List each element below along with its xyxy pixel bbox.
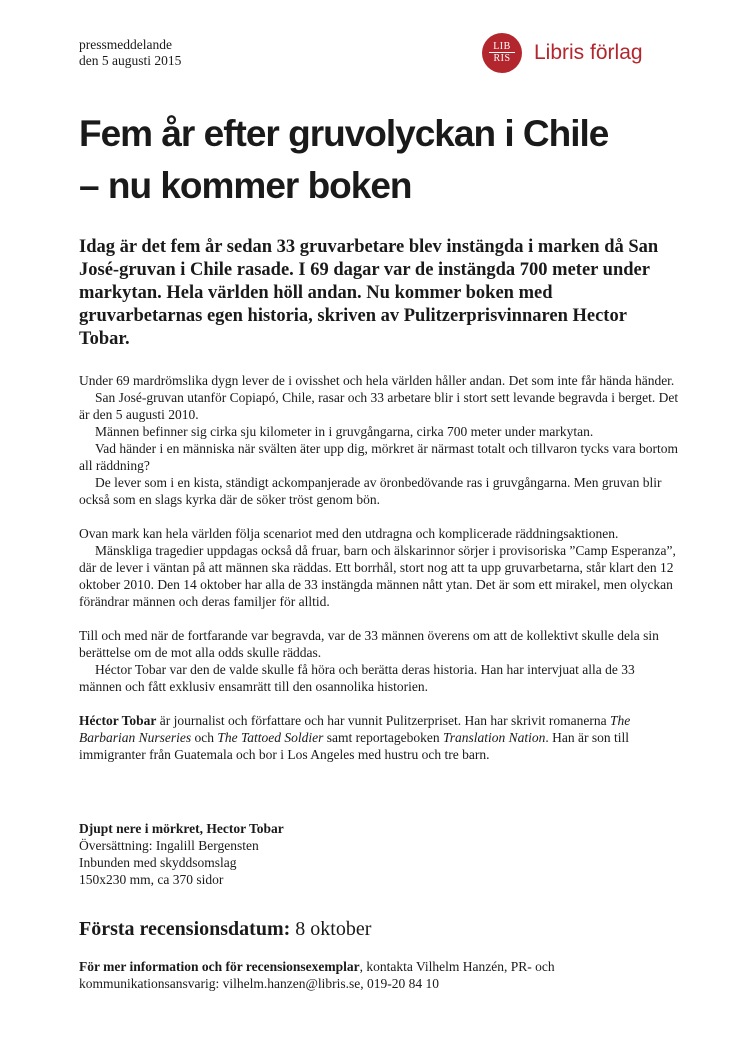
- author-bio-text: samt reportageboken: [323, 730, 443, 745]
- contact-text: , kontakta Vilhelm Hanzén, PR- och kommunikationsansvarig: vilhelm.hanzen@libris.se, 019-20 84 10: [79, 959, 555, 991]
- body-paragraph: Männen befinner sig cirka sju kilometer in i gruvgångarna, cirka 700 meter under markytan.: [95, 424, 594, 439]
- paragraph-gap: [79, 610, 679, 627]
- book-translation: Översättning: Ingalill Bergensten: [79, 838, 259, 853]
- body-paragraph: Mänskliga tragedier uppdagas också då fruar, barn och älskarinnor sörjer i provisoriska ”Camp Esperanza”, där de lever i väntan på att männen ska räddas. Ett borrhål, stort nog att ta upp gruvarbetarna, står klart den 12 oktober 2010. Den 14 oktober har alla de 33 instängda männen nått ytan. Det är som ett mirakel, men olyckan förändrar männen och deras familjer för alltid.: [79, 543, 676, 609]
- author-bio-text: . Han är son till immigranter från Guatemala och bor i Los Angeles med hustru och tre barn.: [79, 730, 630, 762]
- paragraph-gap: [79, 695, 679, 712]
- body-paragraph: Under 69 mardrömslika dygn lever de i ovisshet och hela världen håller andan. Det som inte får hända händer.: [79, 373, 675, 388]
- doc-type: pressmeddelande: [79, 37, 172, 52]
- author-name: Héctor Tobar: [79, 713, 157, 728]
- author-bio: [79, 712, 679, 763]
- author-bio-text: är journalist och författare och har vunnit Pulitzerpriset. Han har skrivit romanerna: [156, 713, 610, 728]
- book-title: Djupt nere i mörkret, Hector Tobar: [79, 821, 284, 836]
- body-paragraph: Till och med när de fortfarande var begravda, var de 33 männen överens om att de kollektivt skulle dela sin berättelse om de mot alla odds skulle räddas.: [79, 628, 659, 660]
- body-paragraph: Héctor Tobar var den de valde skulle få höra och berätta deras historia. Han har intervjuat alla de 33 männen och fått exklusiv ensamrätt till den osannolika historien.: [79, 662, 635, 694]
- contact-info: [79, 958, 679, 992]
- body-paragraph: Vad händer i en människa när svälten äter upp dig, mörkret är närmast totalt och tillvaron tycks vara bortom all räddning?: [79, 441, 678, 473]
- book-title-3: Translation Nation: [443, 730, 546, 745]
- book-title-1: The Barbarian Nurseries: [79, 713, 631, 745]
- paragraph-gap: [79, 508, 679, 525]
- lead-paragraph: Idag är det fem år sedan 33 gruvarbetare blev instängda i marken då San José-gruvan i Chile rasade. I 69 dagar var de instängda 700 meter under markytan. Hela världen höll andan. Nu kommer boken med gruvarbetarnas egen historia, skriven av Pulitzerprisvinnaren Hector Tobar.: [79, 237, 659, 349]
- headline-line-1: Fem år efter gruvolyckan i Chile: [79, 113, 609, 154]
- logo-mark-top: LIB: [493, 41, 511, 52]
- author-bio-text: och: [191, 730, 218, 745]
- book-binding: Inbunden med skyddsomslag: [79, 855, 237, 870]
- body-paragraph: San José-gruvan utanför Copiapó, Chile, rasar och 33 arbetare blir i stort sett levande begravda i berget. Det är den 5 augusti 2010.: [79, 390, 679, 422]
- book-details: [79, 820, 679, 888]
- logo-mark-bottom: RIS: [493, 53, 511, 64]
- review-date-label: Första recensionsdatum:: [79, 918, 291, 940]
- book-title-2: The Tattoed Soldier: [217, 730, 324, 745]
- libris-logo-mark: [482, 33, 522, 73]
- review-date: [79, 916, 371, 942]
- libris-logo: [482, 33, 682, 77]
- headline-line-2: – nu kommer boken: [79, 165, 412, 206]
- publisher-name: Libris förlag: [534, 41, 643, 64]
- review-date-value: 8 oktober: [290, 918, 372, 940]
- body-paragraph: De lever som i en kista, ständigt ackompanjerade av öronbedövande ras i gruvgångarna. Men gruvan blir också som en slags kyrka där de söker tröst genom bön.: [79, 475, 662, 507]
- header-meta: [79, 37, 181, 69]
- contact-label: För mer information och för recensionsexemplar: [79, 959, 360, 974]
- doc-date: den 5 augusti 2015: [79, 53, 182, 68]
- body-paragraph: Ovan mark kan hela världen följa scenariot med den utdragna och komplicerade räddningsaktionen.: [79, 526, 619, 541]
- body-text: [79, 372, 679, 763]
- headline: [79, 108, 679, 212]
- book-format: 150x230 mm, ca 370 sidor: [79, 872, 224, 887]
